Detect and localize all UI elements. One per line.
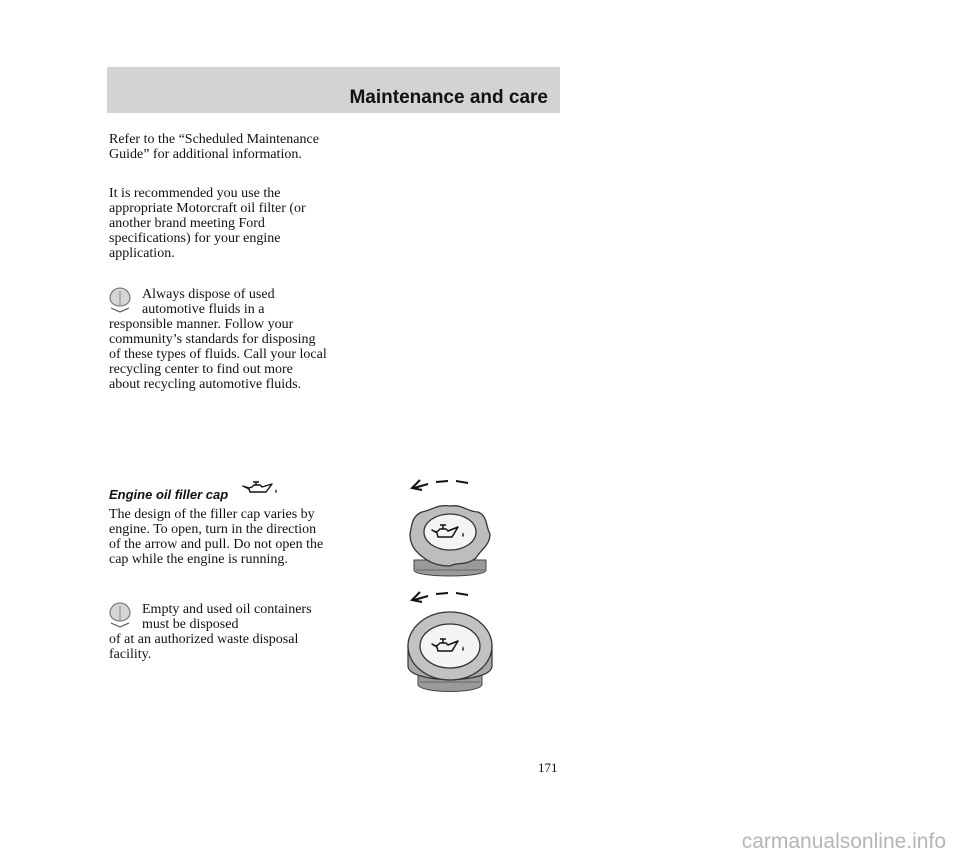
paragraph-oil-filter	[109, 186, 327, 261]
section-heading: Engine oil filler cap	[109, 487, 229, 502]
paragraph-text: It is recommended you use the appropriate Motorcraft oil filter (or another brand meeting Ford specifications) for your engine application.	[109, 186, 306, 261]
environment-note-fluids	[109, 287, 327, 392]
oil-filler-cap-illustration	[390, 470, 510, 710]
note-lead-text: Empty and used oil containers must be disposed	[142, 602, 312, 632]
fluted-oil-cap	[410, 480, 490, 576]
page-number: 171	[538, 760, 558, 775]
note-lead-text: Always dispose of used automotive fluids in a	[142, 287, 275, 317]
page-title: Maintenance and care	[349, 87, 548, 108]
paragraph-filler-cap	[109, 507, 327, 567]
watermark: carmanualsonline.info	[741, 830, 946, 853]
header-band	[107, 67, 560, 113]
note-body-text: responsible manner. Follow your community’s standards for disposing of these types of fluids. Call your local recycling center to find out more about recycling automotive fluids.	[109, 317, 327, 392]
oil-can-icon	[240, 479, 280, 499]
round-oil-cap	[408, 592, 492, 692]
paragraph-maintenance-guide	[109, 132, 327, 162]
recycle-leaf-icon	[105, 286, 135, 314]
paragraph-text: The design of the filler cap varies by engine. To open, turn in the direction of the arrow and pull. Do not open the cap while the engine is running.	[109, 507, 324, 567]
note-body-text: of at an authorized waste disposal facility.	[109, 632, 299, 662]
paragraph-text: Refer to the “Scheduled Maintenance Guide” for additional information.	[109, 132, 319, 162]
environment-note-containers	[109, 602, 327, 662]
recycle-leaf-icon	[105, 601, 135, 629]
